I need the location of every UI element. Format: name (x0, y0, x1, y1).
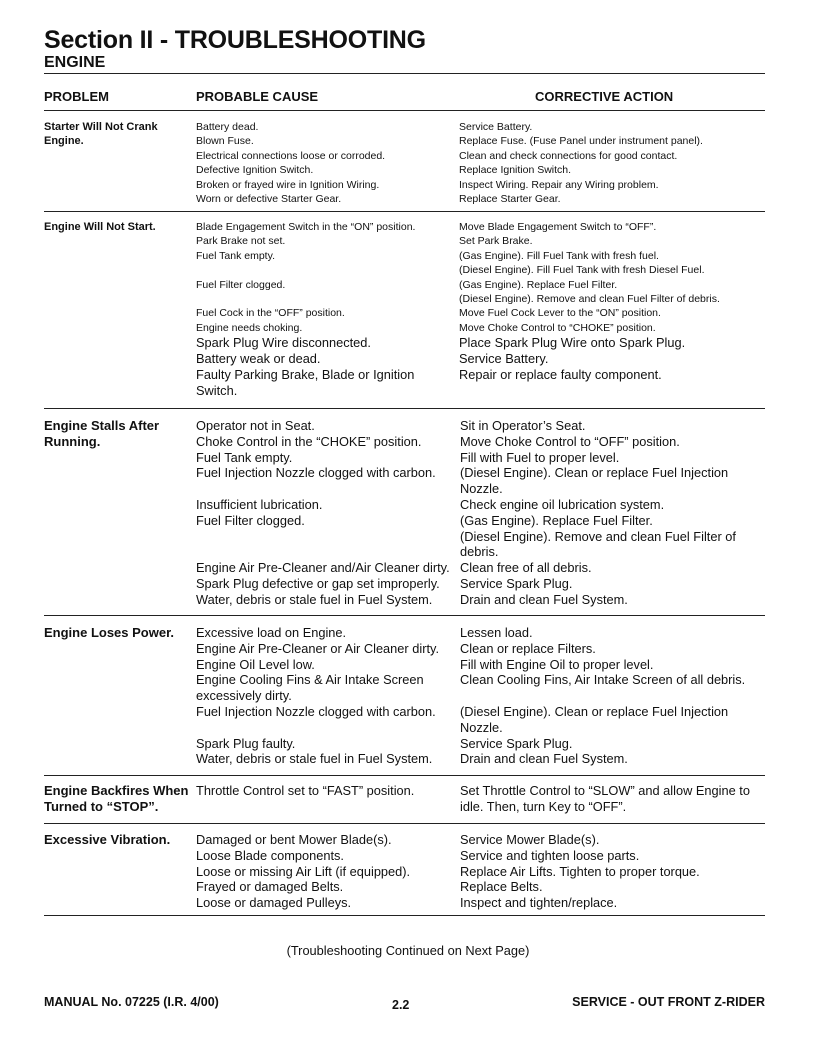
cause-line (196, 263, 458, 277)
problem-cell (44, 220, 194, 234)
action-line: Move Choke Control to “OFF” position. (460, 433, 680, 449)
action-line: Service and tighten loose parts. (460, 847, 640, 863)
action-cell (459, 120, 765, 206)
action-line: Drain and clean Fuel System. (460, 591, 628, 607)
action-line: (Gas Engine). Replace Fuel Filter. (459, 278, 618, 291)
cause-line: Frayed or damaged Belts. (196, 879, 344, 895)
column-header-cause: PROBABLE CAUSE (196, 89, 319, 104)
action-line: Move Blade Engagement Switch to “OFF”. (459, 221, 657, 233)
action-line: (Diesel Engine). Fill Fuel Tank with fresh Diesel Fuel. (459, 264, 705, 277)
section-subtitle: ENGINE (44, 54, 106, 71)
action-line: Replace Starter Gear. (459, 193, 561, 206)
cause-line: Faulty Parking Brake, Blade or Ignition (196, 366, 415, 382)
cause-line: Choke Control in the “CHOKE” position. (196, 433, 422, 449)
cause-line: Excessive load on Engine. (196, 625, 347, 640)
cause-line: Engine Oil Level low. (196, 656, 315, 672)
action-line: Replace Ignition Switch. (459, 164, 572, 177)
footer-product: SERVICE - OUT FRONT Z-RIDER (572, 995, 765, 1009)
cause-line: Park Brake not set. (196, 235, 286, 248)
problem-cell (44, 418, 194, 450)
cause-line: Spark Plug defective or gap set improperly. (196, 575, 440, 591)
action-line: Drain and clean Fuel System. (460, 751, 628, 767)
action-cell (460, 625, 766, 767)
problem-line: Turned to “STOP”. (44, 798, 159, 814)
action-line: Check engine oil lubrication system. (460, 496, 665, 512)
cause-line: Fuel Filter clogged. (196, 512, 305, 528)
footer-manual-number: MANUAL No. 07225 (I.R. 4/00) (44, 995, 219, 1009)
cause-line: Operator not in Seat. (196, 418, 315, 433)
action-cell (460, 418, 766, 608)
cause-line: Fuel Injection Nozzle clogged with carbon. (196, 703, 436, 719)
cause-line: Engine Air Pre-Cleaner or Air Cleaner dirty. (196, 640, 440, 656)
cause-line: Broken or frayed wire in Ignition Wiring. (196, 178, 380, 191)
action-line: Fill with Engine Oil to proper level. (460, 656, 654, 672)
page-number: 2.2 (392, 998, 410, 1012)
section-divider (44, 775, 765, 776)
cause-line: Electrical connections loose or corroded. (196, 149, 386, 162)
problem-cell (44, 625, 194, 641)
action-line: Replace Air Lifts. Tighten to proper torque. (460, 863, 700, 879)
cause-line (196, 292, 458, 306)
action-line: Nozzle. (460, 719, 503, 735)
action-line: Replace Fuse. (Fuse Panel under instrument panel). (459, 135, 703, 148)
action-line: Fill with Fuel to proper level. (460, 449, 620, 465)
action-line: debris. (460, 544, 499, 560)
action-line: Place Spark Plug Wire onto Spark Plug. (459, 335, 686, 351)
action-line: Set Throttle Control to “SLOW” and allow Engine to (460, 783, 750, 798)
section-title: Section II - TROUBLESHOOTING (44, 26, 426, 54)
cause-line: Blown Fuse. (196, 135, 254, 148)
action-cell (460, 783, 766, 815)
problem-line: Engine Will Not Start. (44, 221, 156, 233)
action-line: (Diesel Engine). Remove and clean Fuel Filter of debris. (459, 293, 720, 306)
action-line: idle. Then, turn Key to “OFF”. (460, 798, 627, 814)
cause-cell (196, 832, 458, 911)
problem-cell (44, 120, 194, 149)
action-line: Clean free of all debris. (460, 560, 592, 576)
cause-line: Fuel Tank empty. (196, 449, 293, 465)
problem-cell (44, 783, 194, 815)
action-line: Sit in Operator’s Seat. (460, 418, 586, 433)
cause-line: Water, debris or stale fuel in Fuel System. (196, 591, 433, 607)
cause-line: Fuel Cock in the “OFF” position. (196, 307, 345, 320)
action-line: Service Spark Plug. (460, 575, 573, 591)
action-line: Nozzle. (460, 481, 503, 497)
action-line: Set Park Brake. (459, 235, 533, 248)
section-divider (44, 615, 765, 616)
cause-line: Loose Blade components. (196, 847, 344, 863)
section-divider (44, 211, 765, 212)
cause-line (196, 544, 458, 560)
action-line (460, 688, 766, 704)
section-heading (44, 26, 426, 72)
column-header-action: CORRECTIVE ACTION (535, 89, 674, 104)
cause-line: Throttle Control set to “FAST” position. (196, 783, 415, 798)
cause-line: Spark Plug Wire disconnected. (196, 335, 371, 351)
problem-line: Engine Backfires When (44, 783, 189, 798)
cause-line: Loose or missing Air Lift (if equipped). (196, 863, 411, 879)
cause-line (196, 481, 458, 497)
problem-line: Engine. (44, 135, 84, 148)
cause-line: excessively dirty. (196, 688, 292, 704)
cause-line: Loose or damaged Pulleys. (196, 895, 352, 911)
action-line: Service Spark Plug. (460, 735, 573, 751)
action-line: (Gas Engine). Fill Fuel Tank with fresh fuel. (459, 249, 659, 262)
cause-line: Switch. (196, 382, 238, 398)
continued-note: (Troubleshooting Continued on Next Page) (286, 943, 530, 958)
cause-cell (196, 220, 458, 398)
cause-line: Engine Air Pre-Cleaner and/Air Cleaner dirty. (196, 560, 450, 576)
action-line: (Gas Engine). Replace Fuel Filter. (460, 512, 653, 528)
cause-line: Fuel Tank empty. (196, 249, 275, 262)
action-cell (460, 832, 766, 911)
action-line: Move Fuel Cock Lever to the “ON” position. (459, 307, 661, 320)
problem-cell (44, 832, 194, 848)
cause-line: Engine needs choking. (196, 321, 303, 334)
column-header-problem: PROBLEM (44, 89, 109, 104)
problem-line: Running. (44, 433, 101, 449)
action-line: (Diesel Engine). Remove and clean Fuel Filter of (460, 528, 736, 544)
cause-cell (196, 120, 458, 206)
action-line: Clean Cooling Fins, Air Intake Screen of all debris. (460, 672, 746, 688)
cause-line: Insufficient lubrication. (196, 496, 323, 512)
action-line: (Diesel Engine). Clean or replace Fuel Injection (460, 465, 729, 481)
cause-cell (196, 783, 458, 799)
cause-line: Engine Cooling Fins & Air Intake Screen (196, 672, 424, 688)
header-rule (44, 73, 765, 74)
cause-cell (196, 625, 458, 767)
action-line: (Diesel Engine). Clean or replace Fuel Injection (460, 703, 729, 719)
problem-line: Excessive Vibration. (44, 832, 171, 847)
cause-line: Spark Plug faulty. (196, 735, 296, 751)
action-line: Service Battery. (459, 351, 549, 367)
action-line: Service Battery. (459, 121, 533, 133)
problem-line: Engine Loses Power. (44, 625, 175, 640)
action-line: Move Choke Control to “CHOKE” position. (459, 321, 656, 334)
problem-line: Engine Stalls After (44, 418, 160, 433)
section-divider (44, 823, 765, 824)
cause-line: Battery weak or dead. (196, 351, 321, 367)
action-line: Clean or replace Filters. (460, 640, 596, 656)
cause-line: Water, debris or stale fuel in Fuel System. (196, 751, 433, 767)
action-line: Service Mower Blade(s). (460, 832, 600, 847)
cause-cell (196, 418, 458, 608)
cause-line: Fuel Filter clogged. (196, 278, 286, 291)
section-divider (44, 408, 765, 409)
cause-line: Blade Engagement Switch in the “ON” position. (196, 221, 416, 233)
cause-line: Battery dead. (196, 121, 259, 133)
cause-line: Defective Ignition Switch. (196, 164, 314, 177)
action-line: Inspect and tighten/replace. (460, 895, 618, 911)
action-line: Lessen load. (460, 625, 533, 640)
problem-line: Starter Will Not Crank (44, 121, 158, 133)
action-line: Clean and check connections for good contact. (459, 149, 678, 162)
cause-line (196, 720, 458, 736)
cause-line: Worn or defective Starter Gear. (196, 193, 342, 206)
cause-line (196, 529, 458, 545)
action-cell (459, 220, 765, 383)
action-line: Replace Belts. (460, 879, 543, 895)
action-line: Repair or replace faulty component. (459, 366, 662, 382)
action-line: Inspect Wiring. Repair any Wiring problem. (459, 178, 659, 191)
cause-line: Damaged or bent Mower Blade(s). (196, 832, 392, 847)
cause-line: Fuel Injection Nozzle clogged with carbon. (196, 465, 436, 481)
table-bottom-rule (44, 915, 765, 916)
column-header-rule (44, 110, 765, 111)
